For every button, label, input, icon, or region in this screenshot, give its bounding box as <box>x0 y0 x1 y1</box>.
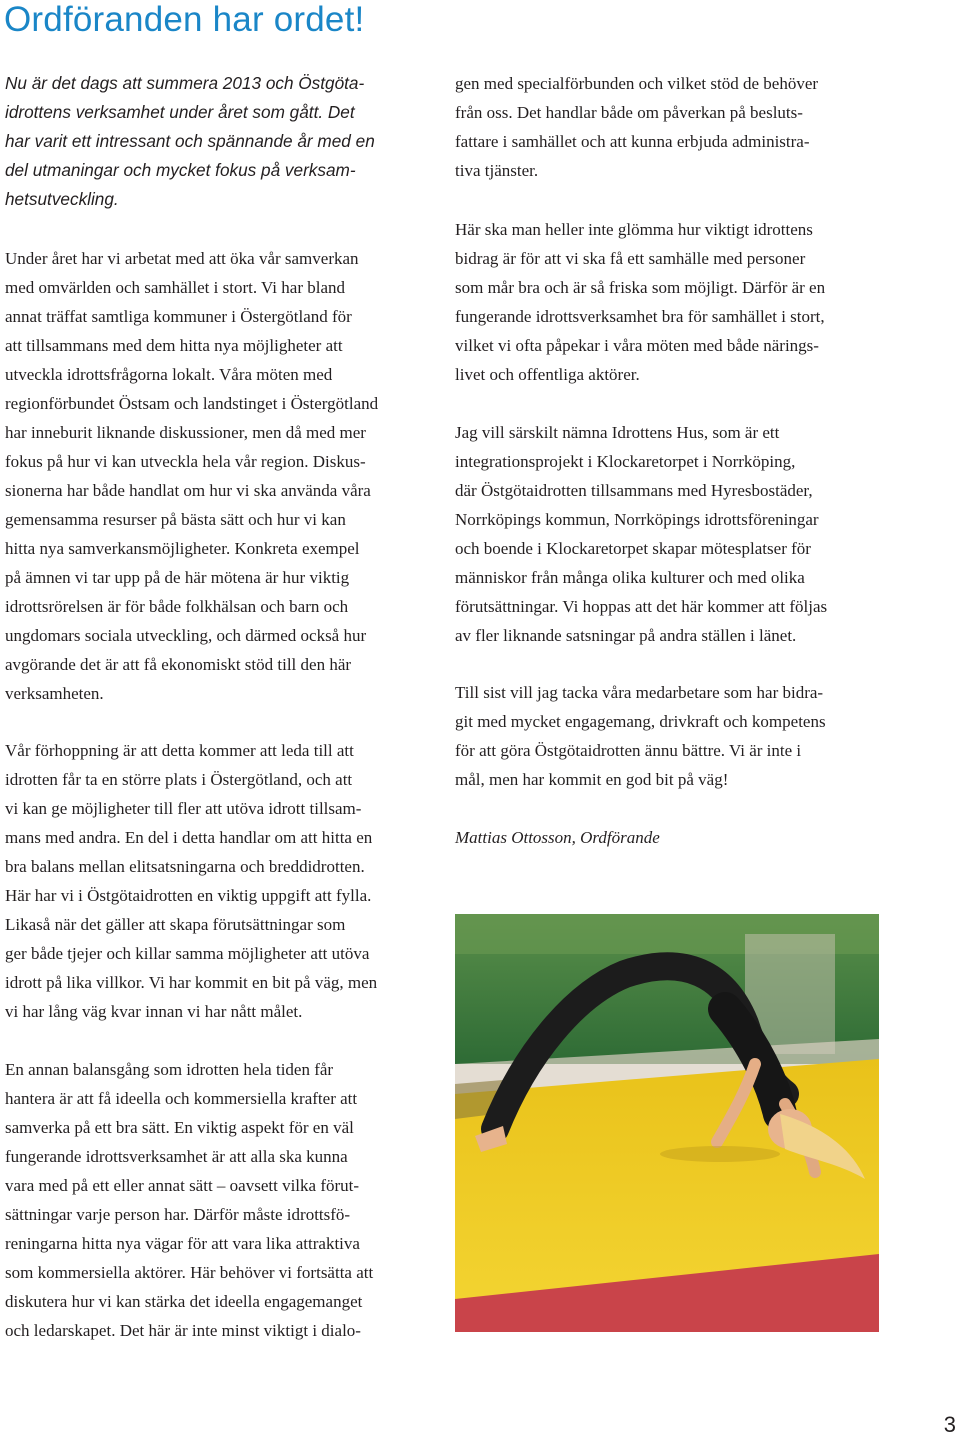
text-line: av fler liknande satsningar på andra ställen i länet. <box>455 626 797 645</box>
text-line: Vår förhoppning är att detta kommer att leda till att <box>5 741 354 760</box>
text-line: mål, men har kommit en god bit på väg! <box>455 770 729 789</box>
text-line: Under året har vi arbetat med att öka vår samverkan <box>5 249 359 268</box>
paragraph <box>455 215 825 389</box>
text-line: Likaså när det gäller att skapa förutsättningar som <box>5 915 346 934</box>
text-line: samverka på ett bra sätt. En viktig aspekt för en väl <box>5 1118 354 1137</box>
text-line: att tillsammans med dem hitta nya möjligheter att <box>5 336 343 355</box>
text-line: fattare i samhället och att kunna erbjuda administra- <box>455 132 810 151</box>
text-line: Här ska man heller inte glömma hur viktigt idrottens <box>455 220 813 239</box>
text-line: Här har vi i Östgötaidrotten en viktig uppgift att fylla. <box>5 886 372 905</box>
text-line: idrottsrörelsen är för både folkhälsan och barn och <box>5 597 349 616</box>
text-line: En annan balansgång som idrotten hela tiden får <box>5 1060 334 1079</box>
text-line: bra balans mellan elitsatsningarna och breddidrotten. <box>5 857 365 876</box>
text-line: reningarna hitta nya vägar för att vara lika attraktiva <box>5 1234 360 1253</box>
text-line: och ledarskapet. Det här är inte minst viktigt i dialo- <box>5 1321 361 1340</box>
text-line: vi kan ge möjligheter till fler att utöva idrott tillsam- <box>5 799 362 818</box>
text-line: hitta nya samverkansmöjligheter. Konkreta exempel <box>5 539 360 558</box>
text-line: där Östgötaidrotten tillsammans med Hyresbostäder, <box>455 481 813 500</box>
text-line: fokus på hur vi kan utveckla hela vår region. Diskus- <box>5 452 366 471</box>
text-line: idrotten får ta en större plats i Östergötland, och att <box>5 770 353 789</box>
text-line: git med mycket engagemang, drivkraft och kompetens <box>455 712 826 731</box>
signature: Mattias Ottosson, Ordförande <box>455 828 660 847</box>
text-line: vara med på ett eller annat sätt – oavsett vilka förut- <box>5 1176 360 1195</box>
text-line: ger både tjejer och killar samma möjligheter att utöva <box>5 944 370 963</box>
text-line: vilket vi ofta påpekar i våra möten med både närings- <box>455 336 819 355</box>
lead-line: idrottens verksamhet under året som gått. Det <box>5 102 355 122</box>
text-line: som kommersiella aktörer. Här behöver vi fortsätta att <box>5 1263 374 1282</box>
lead-paragraph <box>5 69 435 214</box>
text-line: sättningar varje person har. Därför måste idrottsfö- <box>5 1205 351 1224</box>
text-line: mans med andra. En del i detta handlar om att hitta en <box>5 828 373 847</box>
text-line: ungdomars sociala utveckling, och därmed också hur <box>5 626 367 645</box>
text-line: vi har lång väg kvar innan vi har nått målet. <box>5 1002 303 1021</box>
paragraph <box>5 736 377 1026</box>
text-line: Jag vill särskilt nämna Idrottens Hus, som är ett <box>455 423 780 442</box>
text-line: utveckla idrottsfrågorna lokalt. Våra möten med <box>5 365 333 384</box>
page-title: Ordföranden har ordet! <box>4 0 365 39</box>
text-line: avgörande det är att få ekonomiskt stöd till den här <box>5 655 352 674</box>
text-line: på ämnen vi tar upp på de här mötena är hur viktig <box>5 568 350 587</box>
text-line: fungerande idrottsverksamhet bra för samhället i stort, <box>455 307 825 326</box>
text-line: gen med specialförbunden och vilket stöd de behöver <box>455 74 819 93</box>
text-line: fungerande idrottsverksamhet är att alla ska kunna <box>5 1147 348 1166</box>
text-line: regionförbundet Östsam och landstinget i Östergötland <box>5 394 379 413</box>
text-line: hantera är att få ideella och kommersiella krafter att <box>5 1089 358 1108</box>
text-line: tiva tjänster. <box>455 161 539 180</box>
text-line: verksamheten. <box>5 684 104 703</box>
text-line: från oss. Det handlar både om påverkan på besluts- <box>455 103 803 122</box>
text-line: Norrköpings kommun, Norrköpings idrottsföreningar <box>455 510 819 529</box>
text-line: Till sist vill jag tacka våra medarbetare som har bidra- <box>455 683 824 702</box>
text-line: som mår bra och är så friska som möjligt. Därför är en <box>455 278 826 297</box>
paragraph <box>455 418 827 650</box>
text-line: idrott på lika villkor. Vi har kommit en bit på väg, men <box>5 973 378 992</box>
gymnast-photo <box>455 914 879 1332</box>
page-number: 3 <box>943 1412 956 1437</box>
paragraph <box>5 1055 373 1345</box>
text-line: annat träffat samtliga kommuner i Östergötland för <box>5 307 352 326</box>
text-line: människor från många olika kulturer och med olika <box>455 568 805 587</box>
text-line: sionerna har både handlat om hur vi ska använda våra <box>5 481 371 500</box>
text-line: har inneburit liknande diskussioner, men då med mer <box>5 423 366 442</box>
text-line: gemensamma resurser på bästa sätt och hur vi kan <box>5 510 346 529</box>
text-line: förutsättningar. Vi hoppas att det här kommer att följas <box>455 597 828 616</box>
paragraph <box>455 69 818 185</box>
text-line: integrationsprojekt i Klockaretorpet i Norrköping, <box>455 452 796 471</box>
paragraph <box>5 244 378 708</box>
text-line: med omvärlden och samhället i stort. Vi har bland <box>5 278 345 297</box>
lead-line: Nu är det dags att summera 2013 och Östgöta- <box>5 73 365 93</box>
text-line: bidrag är för att vi ska få ett samhälle med personer <box>455 249 806 268</box>
text-line: livet och offentliga aktörer. <box>455 365 640 384</box>
text-line: diskutera hur vi kan stärka det ideella engagemanget <box>5 1292 363 1311</box>
text-line: för att göra Östgötaidrotten ännu bättre. Vi är inte i <box>455 741 802 760</box>
paragraph <box>455 678 826 794</box>
lead-line: del utmaningar och mycket fokus på verksam- <box>5 160 356 180</box>
gymnast-photo-illustration <box>455 914 879 1332</box>
lead-line: har varit ett intressant och spännande år med en <box>5 131 375 151</box>
lead-line: hetsutveckling. <box>5 189 119 209</box>
text-line: och boende i Klockaretorpet skapar mötesplatser för <box>455 539 811 558</box>
